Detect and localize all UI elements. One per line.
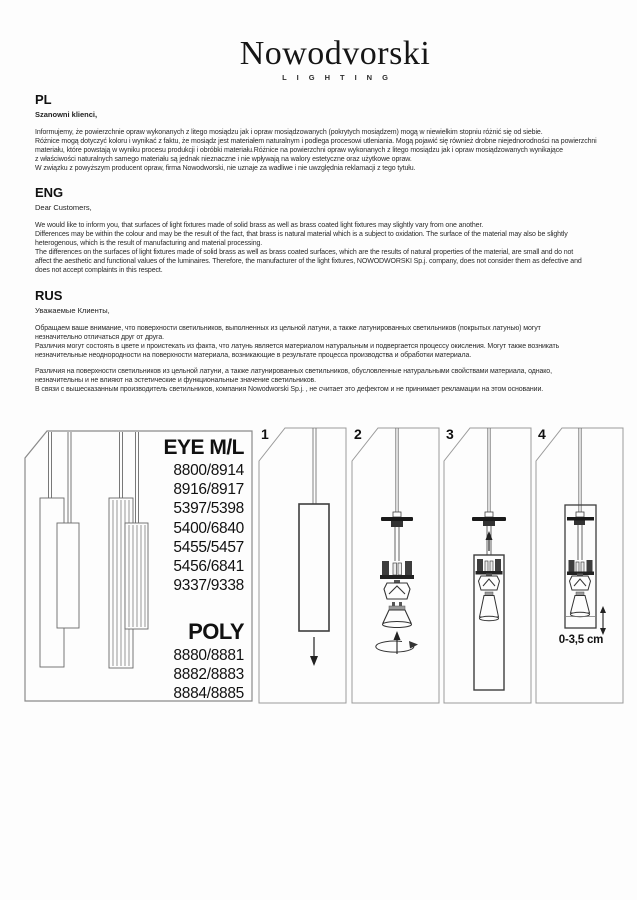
- greeting-pl: Szanowni klienci,: [35, 110, 98, 119]
- eye-tube-short: [57, 523, 79, 628]
- lamp-socket: [384, 580, 410, 599]
- eye-model-item: 5455/5457: [173, 538, 244, 556]
- text-line: materiału, które powstają w wyniku procesu produkcji i obróbki materiału.Różnice na powierzchni opraw wykonanych z litego mosiądzu jak i opraw mosiądzowanych wynikające: [35, 147, 563, 154]
- disc-hub: [391, 521, 403, 527]
- body-eng: [35, 221, 610, 275]
- text-line: affect the aesthetic and functional values of the luminaires. Therefore, the manufacturer of the light fixtures, NOWODWORSKI Sp.j. company, does not consider them as defective and: [35, 258, 582, 265]
- eye-model-list: [118, 461, 244, 595]
- brand-name: Nowodvorski: [239, 35, 431, 72]
- eye-model-item: 8916/8917: [173, 481, 244, 499]
- text-line: Differences may be within the colour and may be the result of the fact, that brass is natural material which is a subject to oxidation. The surface of the material may also be slightly: [35, 231, 568, 238]
- body-rus: [35, 324, 610, 394]
- text-line: Informujemy, że powierzchnie opraw wykonanych z litego mosiądzu jak i opraw mosiądzowanych (pokrytych mosiądzem) mogą w niewielkim stopniu różnić się od siebie.: [35, 129, 543, 136]
- ceiling-disc: [472, 517, 506, 521]
- text-line: We would like to inform you, that surfaces of light fixtures made of solid brass as well as brass coated light fixtures may slightly vary from one another.: [35, 222, 484, 229]
- disc-hub: [483, 521, 495, 526]
- text-line: z właściwości naturalnych samego materiału są jednak nieznaczne i nie wpływają na walory estetyczne oraz użytkowe opraw.: [35, 156, 412, 163]
- rod-collar: [393, 512, 401, 517]
- step-number-3: 3: [446, 426, 454, 442]
- step-number-2: 2: [354, 426, 362, 442]
- section-code-rus: RUS: [35, 288, 63, 303]
- step-4-panel: [536, 428, 623, 703]
- lamp-shade: [299, 504, 329, 631]
- rod-collar: [576, 512, 584, 517]
- text-line: незначительны и не влияют на эстетические и функциональные значение светильников.: [35, 377, 317, 384]
- eye-model-item: 5456/6841: [173, 558, 244, 576]
- ceiling-disc: [381, 517, 413, 521]
- section-pl: [35, 93, 610, 173]
- text-line: Обращаем ваше внимание, что поверхности светильников, выполненных из цельной латуни, а также латунированных светильников (покрытых латунью) могут: [35, 325, 541, 332]
- greeting-eng: Dear Customers,: [35, 203, 92, 212]
- lamp-socket: [570, 574, 591, 591]
- text-line: В связи с вышесказанным производитель светильников, компания Nowodworski Sp.j. , не считает это дефектом и не принимает рекламации на этом основании.: [35, 386, 544, 393]
- assembly-diagram: [0, 425, 637, 715]
- eye-model-item: 5397/5398: [173, 500, 244, 518]
- eye-model-item: 9337/9338: [173, 577, 244, 595]
- text-line: Różnice mogą dotyczyć koloru i wynikać z faktu, że mosiądz jest materiałem naturalnym i podlega procesowi utleniania. Mogą pojawić się również drobne niejednorodności na powierzchni: [35, 138, 597, 145]
- poly-series-title: POLY: [188, 619, 244, 644]
- eye-model-item: 5400/6840: [173, 519, 244, 537]
- brand-logo: [190, 36, 480, 82]
- rod-collar: [485, 512, 493, 517]
- text-line: does not accept complaints in this respect.: [35, 267, 163, 274]
- adjust-range-label: 0-3,5 cm: [558, 634, 604, 646]
- step-number-4: 4: [538, 426, 546, 442]
- body-pl: [35, 128, 610, 173]
- ceiling-disc: [567, 517, 594, 521]
- eye-model-item: 8800/8914: [173, 462, 244, 479]
- text-line: The differences on the surfaces of light fixtures made of solid brass as well as brass coated surfaces, which are the results of natural properties of the material, are small and do not: [35, 249, 574, 256]
- lamp-socket: [479, 574, 500, 591]
- section-code-eng: ENG: [35, 185, 64, 200]
- poly-model-item: 8884/8885: [173, 685, 244, 702]
- text-line: Различия могут состоять в цвете и проистекать из факта, что латунь является материалом натуральным и подвергается процессу окисления. Могут также возникать: [35, 343, 560, 350]
- step-number-1: 1: [261, 426, 269, 442]
- poly-model-list: [118, 646, 244, 703]
- section-rus: [35, 289, 610, 394]
- text-line: незначительно отличаться друг от друга.: [35, 334, 164, 341]
- eye-series-title: EYE M/L: [163, 436, 244, 459]
- disc-hub: [574, 521, 585, 526]
- text-line: незначительные неоднородности на поверхности материала, возникающие в результате процесса производства и обработки материала.: [35, 352, 472, 359]
- greeting-rus: Уважаемые Клиенты,: [35, 306, 110, 315]
- poly-model-item: 8880/8881: [173, 647, 244, 664]
- text-line: heterogenous, which is the result of manufacturing and material processing.: [35, 240, 263, 247]
- text-line: Различия на поверхности светильников из цельной латуни, а также латунированных светильников, обусловленные натуральными свойствами материала, однако,: [35, 368, 552, 375]
- poly-model-item: 8882/8883: [173, 666, 244, 683]
- section-code-pl: PL: [35, 92, 52, 107]
- text-line: W związku z powyższym producent opraw, firma Nowodworski, nie uznaje za wadliwe i nie uwzględnia reklamacji z tego tytułu.: [35, 165, 416, 172]
- section-eng: [35, 186, 610, 275]
- brand-tagline: LIGHTING: [282, 73, 398, 82]
